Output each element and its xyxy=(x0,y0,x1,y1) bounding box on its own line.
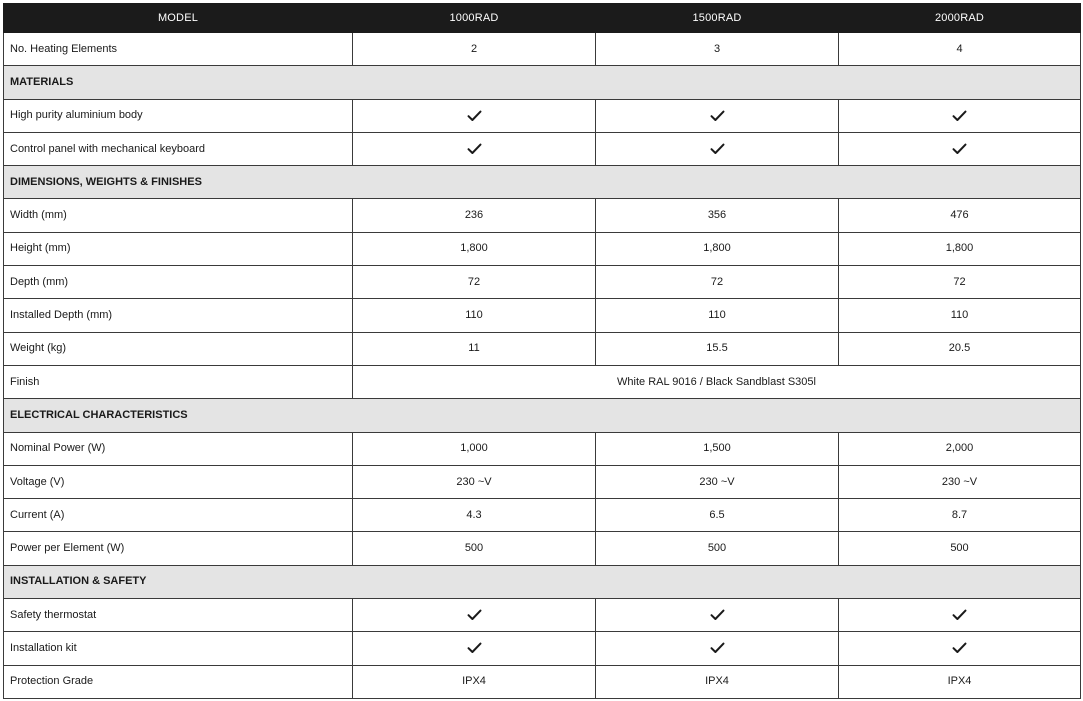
model-header-1000rad: 1000RAD xyxy=(353,4,596,33)
checkmark-icon xyxy=(839,632,1081,665)
section-row xyxy=(4,399,1081,432)
row-value: 2 xyxy=(353,33,596,66)
row-label: Depth (mm) xyxy=(4,266,353,299)
row-value: 110 xyxy=(353,299,596,332)
table-row xyxy=(4,266,1081,299)
row-value: 72 xyxy=(839,266,1081,299)
row-value-span: White RAL 9016 / Black Sandblast S305l xyxy=(353,365,1081,398)
checkmark-icon xyxy=(839,132,1081,165)
checkmark-icon xyxy=(839,99,1081,132)
row-label: Installation kit xyxy=(4,632,353,665)
row-label: Protection Grade xyxy=(4,665,353,698)
section-row xyxy=(4,66,1081,99)
row-value: 1,800 xyxy=(596,232,839,265)
row-value: 15.5 xyxy=(596,332,839,365)
row-label: Control panel with mechanical keyboard xyxy=(4,132,353,165)
table-row xyxy=(4,33,1081,66)
header-row xyxy=(4,4,1081,33)
checkmark-icon xyxy=(596,632,839,665)
section-heading: MATERIALS xyxy=(4,66,1081,99)
row-value: 236 xyxy=(353,199,596,232)
section-row xyxy=(4,166,1081,199)
row-label: Installed Depth (mm) xyxy=(4,299,353,332)
row-label: Current (A) xyxy=(4,499,353,532)
row-value: 1,500 xyxy=(596,432,839,465)
row-label: Power per Element (W) xyxy=(4,532,353,565)
section-heading: INSTALLATION & SAFETY xyxy=(4,565,1081,598)
table-row xyxy=(4,599,1081,632)
section-heading: DIMENSIONS, WEIGHTS & FINISHES xyxy=(4,166,1081,199)
table-row xyxy=(4,99,1081,132)
row-value: 500 xyxy=(839,532,1081,565)
table-row xyxy=(4,465,1081,498)
row-label: Voltage (V) xyxy=(4,465,353,498)
row-value: 8.7 xyxy=(839,499,1081,532)
row-value: 1,000 xyxy=(353,432,596,465)
table-row xyxy=(4,532,1081,565)
checkmark-icon xyxy=(596,599,839,632)
checkmark-icon xyxy=(353,132,596,165)
row-value: 230 ~V xyxy=(839,465,1081,498)
row-label: High purity aluminium body xyxy=(4,99,353,132)
row-value: 72 xyxy=(353,266,596,299)
row-label: Weight (kg) xyxy=(4,332,353,365)
table-row xyxy=(4,432,1081,465)
row-value: 230 ~V xyxy=(353,465,596,498)
row-value: 110 xyxy=(596,299,839,332)
row-value: 6.5 xyxy=(596,499,839,532)
row-value: 3 xyxy=(596,33,839,66)
row-value: 500 xyxy=(596,532,839,565)
row-label: Safety thermostat xyxy=(4,599,353,632)
row-value: IPX4 xyxy=(839,665,1081,698)
row-value: 72 xyxy=(596,266,839,299)
table-row xyxy=(4,665,1081,698)
row-value: 110 xyxy=(839,299,1081,332)
table-row xyxy=(4,332,1081,365)
row-value: 2,000 xyxy=(839,432,1081,465)
checkmark-icon xyxy=(839,599,1081,632)
spec-table xyxy=(3,3,1081,699)
table-row xyxy=(4,232,1081,265)
spec-body xyxy=(4,33,1081,699)
model-header-2000rad: 2000RAD xyxy=(839,4,1081,33)
row-label: Nominal Power (W) xyxy=(4,432,353,465)
section-row xyxy=(4,565,1081,598)
model-header-1500rad: 1500RAD xyxy=(596,4,839,33)
row-value: IPX4 xyxy=(353,665,596,698)
checkmark-icon xyxy=(353,599,596,632)
row-value: 4 xyxy=(839,33,1081,66)
row-value: 1,800 xyxy=(839,232,1081,265)
row-label: Finish xyxy=(4,365,353,398)
row-value: 11 xyxy=(353,332,596,365)
row-value: IPX4 xyxy=(596,665,839,698)
table-row xyxy=(4,132,1081,165)
table-row xyxy=(4,299,1081,332)
checkmark-icon xyxy=(353,632,596,665)
checkmark-icon xyxy=(596,132,839,165)
row-label: No. Heating Elements xyxy=(4,33,353,66)
model-header-label: MODEL xyxy=(4,4,353,33)
section-heading: ELECTRICAL CHARACTERISTICS xyxy=(4,399,1081,432)
table-row xyxy=(4,365,1081,398)
row-value: 476 xyxy=(839,199,1081,232)
row-value: 356 xyxy=(596,199,839,232)
checkmark-icon xyxy=(596,99,839,132)
table-row xyxy=(4,199,1081,232)
row-label: Height (mm) xyxy=(4,232,353,265)
row-value: 20.5 xyxy=(839,332,1081,365)
row-value: 1,800 xyxy=(353,232,596,265)
checkmark-icon xyxy=(353,99,596,132)
row-value: 500 xyxy=(353,532,596,565)
row-value: 230 ~V xyxy=(596,465,839,498)
row-value: 4.3 xyxy=(353,499,596,532)
row-label: Width (mm) xyxy=(4,199,353,232)
table-row xyxy=(4,632,1081,665)
table-row xyxy=(4,499,1081,532)
